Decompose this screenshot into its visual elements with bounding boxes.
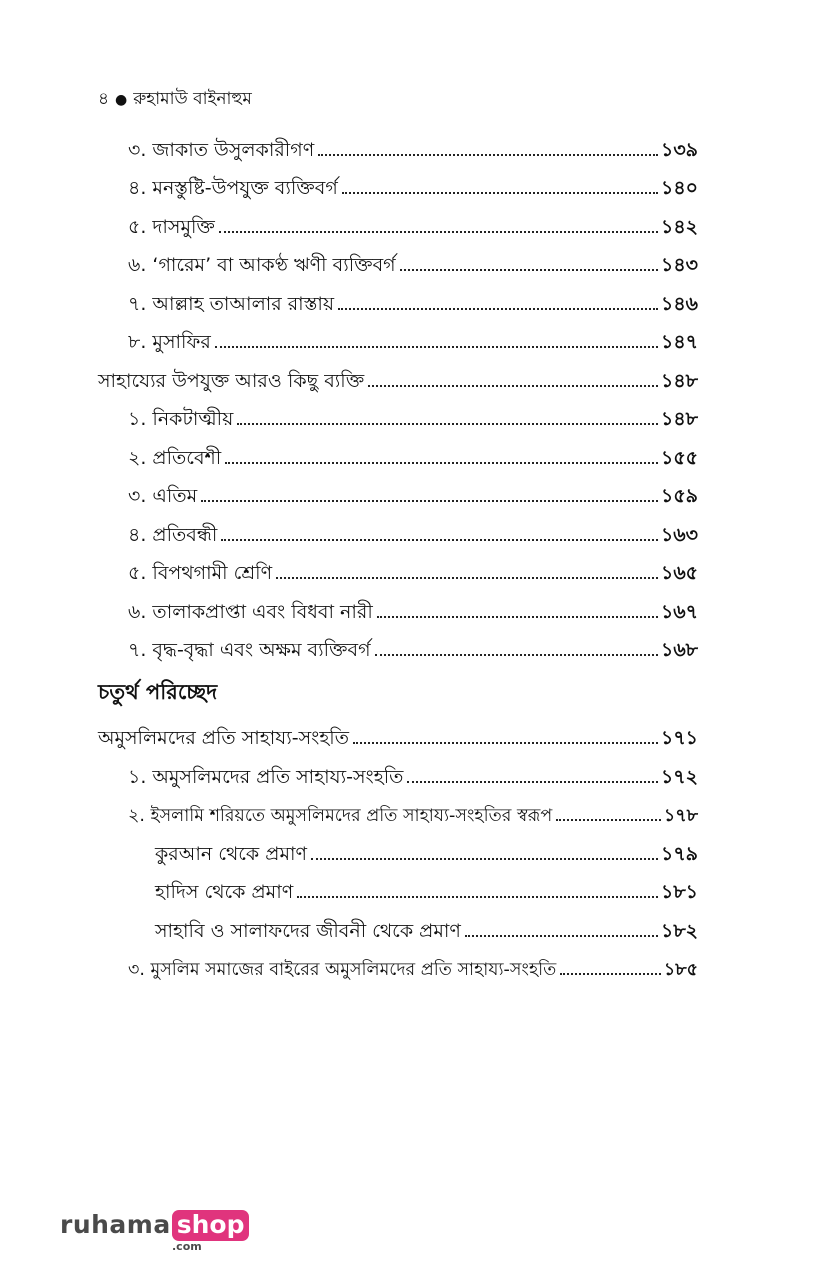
toc-entry-page: ১৪৮	[661, 408, 698, 430]
toc-entry-page: ১৬৭	[660, 601, 698, 623]
toc-entry-page: ১৮২	[660, 920, 698, 942]
toc-entry-title: ৭. বৃদ্ধ-বৃদ্ধা এবং অক্ষম ব্যক্তিবর্গ	[128, 639, 371, 661]
toc-entry[interactable]	[98, 361, 698, 391]
toc-entry-title: সাহায্যের উপযুক্ত আরও কিছু ব্যক্তি	[98, 370, 365, 392]
leader-dots	[465, 934, 658, 937]
toc-entry[interactable]	[128, 476, 698, 506]
toc-entry-page: ১৩৯	[660, 139, 698, 161]
leader-dots	[556, 818, 661, 821]
toc-entry-page: ১৪৭	[660, 331, 698, 353]
bullet-icon: ●	[115, 92, 128, 108]
logo-text-shop: shop	[172, 1210, 250, 1241]
leader-dots	[219, 230, 658, 233]
toc-entry-title: ৪. প্রতিবন্ধী	[128, 524, 218, 546]
leader-dots	[407, 780, 658, 783]
toc-entry[interactable]	[128, 757, 698, 787]
toc-entry[interactable]	[155, 911, 698, 941]
toc-entry-title: ৩. এতিম	[128, 485, 198, 507]
toc-entry-title: ২. ইসলামি শরিয়তে অমুসলিমদের প্রতি সাহায্য-সংহতির স্বরূপ	[128, 805, 553, 826]
toc-entry[interactable]	[128, 515, 698, 545]
toc-entry-page: ১৪৬	[660, 293, 698, 315]
toc-entry-title: ৫. দাসমুক্তি	[128, 216, 215, 238]
leader-dots	[276, 576, 658, 579]
leader-dots	[368, 384, 658, 387]
toc-entry-title: হাদিস থেকে প্রমাণ	[155, 881, 294, 903]
toc-entry-page: ১৫৫	[661, 447, 698, 469]
toc-entry[interactable]	[98, 718, 698, 748]
toc-entry-title: ৩. মুসলিম সমাজের বাইরের অমুসলিমদের প্রতি সাহায্য-সংহতি	[128, 959, 557, 980]
toc-entry-title: ৬. ‘গারেম’ বা আকণ্ঠ ঋণী ব্যক্তিবর্গ	[128, 254, 396, 276]
toc-entry-title: ৮. মুসাফির	[128, 331, 211, 353]
leader-dots	[342, 191, 658, 194]
toc-entry[interactable]	[128, 130, 698, 160]
toc-entry-page: ১৭৯	[660, 843, 698, 865]
leader-dots	[318, 153, 658, 156]
toc-entry-page: ১৪০	[660, 177, 698, 199]
toc-entry[interactable]	[128, 207, 698, 237]
toc-entry-title: ৪. মনস্তুষ্টি-উপযুক্ত ব্যক্তিবর্গ	[128, 177, 338, 199]
leader-dots	[560, 972, 661, 975]
toc-entry[interactable]	[155, 834, 698, 864]
toc-entry-page: ১৬৩	[660, 524, 698, 546]
toc-entry-page: ১৪৩	[660, 254, 698, 276]
toc-entry-title: ৭. আল্লাহ তাআলার রাস্তায়	[128, 293, 335, 315]
leader-dots	[225, 461, 658, 464]
toc-entry-page: ১৪৮	[661, 370, 698, 392]
leader-dots	[215, 345, 658, 348]
toc-entry[interactable]	[155, 872, 698, 902]
toc-entry-page: ১৭১	[660, 727, 698, 749]
toc-entry[interactable]	[128, 438, 698, 468]
toc-entry-title: সাহাবি ও সালাফদের জীবনী থেকে প্রমাণ	[155, 920, 461, 942]
book-title: রুহামাউ বাইনাহুম	[133, 89, 252, 109]
leader-dots	[338, 307, 658, 310]
leader-dots	[375, 653, 658, 656]
toc-entry-title: ৫. বিপথগামী শ্রেণি	[128, 562, 273, 584]
toc-entry-title: কুরআন থেকে প্রমাণ	[155, 843, 307, 865]
leader-dots	[201, 499, 658, 502]
toc-entry[interactable]	[128, 284, 698, 314]
ruhamashop-logo	[60, 1210, 249, 1253]
toc-entry-page: ১৬৫	[660, 562, 698, 584]
chapter-heading: চতুর্থ পরিচ্ছেদ	[98, 680, 218, 704]
toc-entry-page: ১৫৯	[661, 485, 698, 507]
toc-entry-title: অমুসলিমদের প্রতি সাহায্য-সংহতি	[98, 727, 349, 749]
toc-entry[interactable]	[128, 168, 698, 198]
toc-entry-title: ২. প্রতিবেশী	[128, 447, 222, 469]
toc-entry[interactable]	[128, 322, 698, 352]
toc-entry-page: ১৭৮	[663, 805, 698, 826]
toc-entry-page: ১৮১	[661, 881, 698, 903]
leader-dots	[221, 538, 658, 541]
leader-dots	[400, 268, 658, 271]
toc-entry-page: ১৭২	[660, 766, 698, 788]
toc-entry-title: ৬. তালাকপ্রাপ্তা এবং বিধবা নারী	[128, 601, 373, 623]
leader-dots	[237, 422, 658, 425]
leader-dots	[311, 857, 658, 860]
toc-entry[interactable]	[128, 630, 698, 660]
toc-entry[interactable]	[128, 949, 698, 979]
logo-text-ruhama: ruhama	[60, 1210, 171, 1239]
toc-entry[interactable]	[128, 795, 698, 825]
toc-entry-title: ৩. জাকাত উসুলকারীগণ	[128, 139, 315, 161]
toc-entry-page: ১৪২	[660, 216, 698, 238]
toc-entry[interactable]	[128, 553, 698, 583]
toc-entry[interactable]	[128, 399, 698, 429]
toc-entry[interactable]	[128, 245, 698, 275]
running-header	[98, 86, 252, 114]
leader-dots	[377, 615, 658, 618]
toc-entry-page: ১৬৮	[660, 639, 698, 661]
toc-entry-title: ১. অমুসলিমদের প্রতি সাহায্য-সংহতি	[128, 766, 404, 788]
logo-text-com: .com	[172, 1240, 202, 1253]
leader-dots	[353, 741, 658, 744]
toc-entry-title: ১. নিকটাত্মীয়	[128, 408, 234, 430]
toc-entry[interactable]	[128, 592, 698, 622]
leader-dots	[297, 895, 658, 898]
page-number: ৪	[98, 89, 110, 109]
toc-entry-page: ১৮৫	[663, 959, 698, 980]
